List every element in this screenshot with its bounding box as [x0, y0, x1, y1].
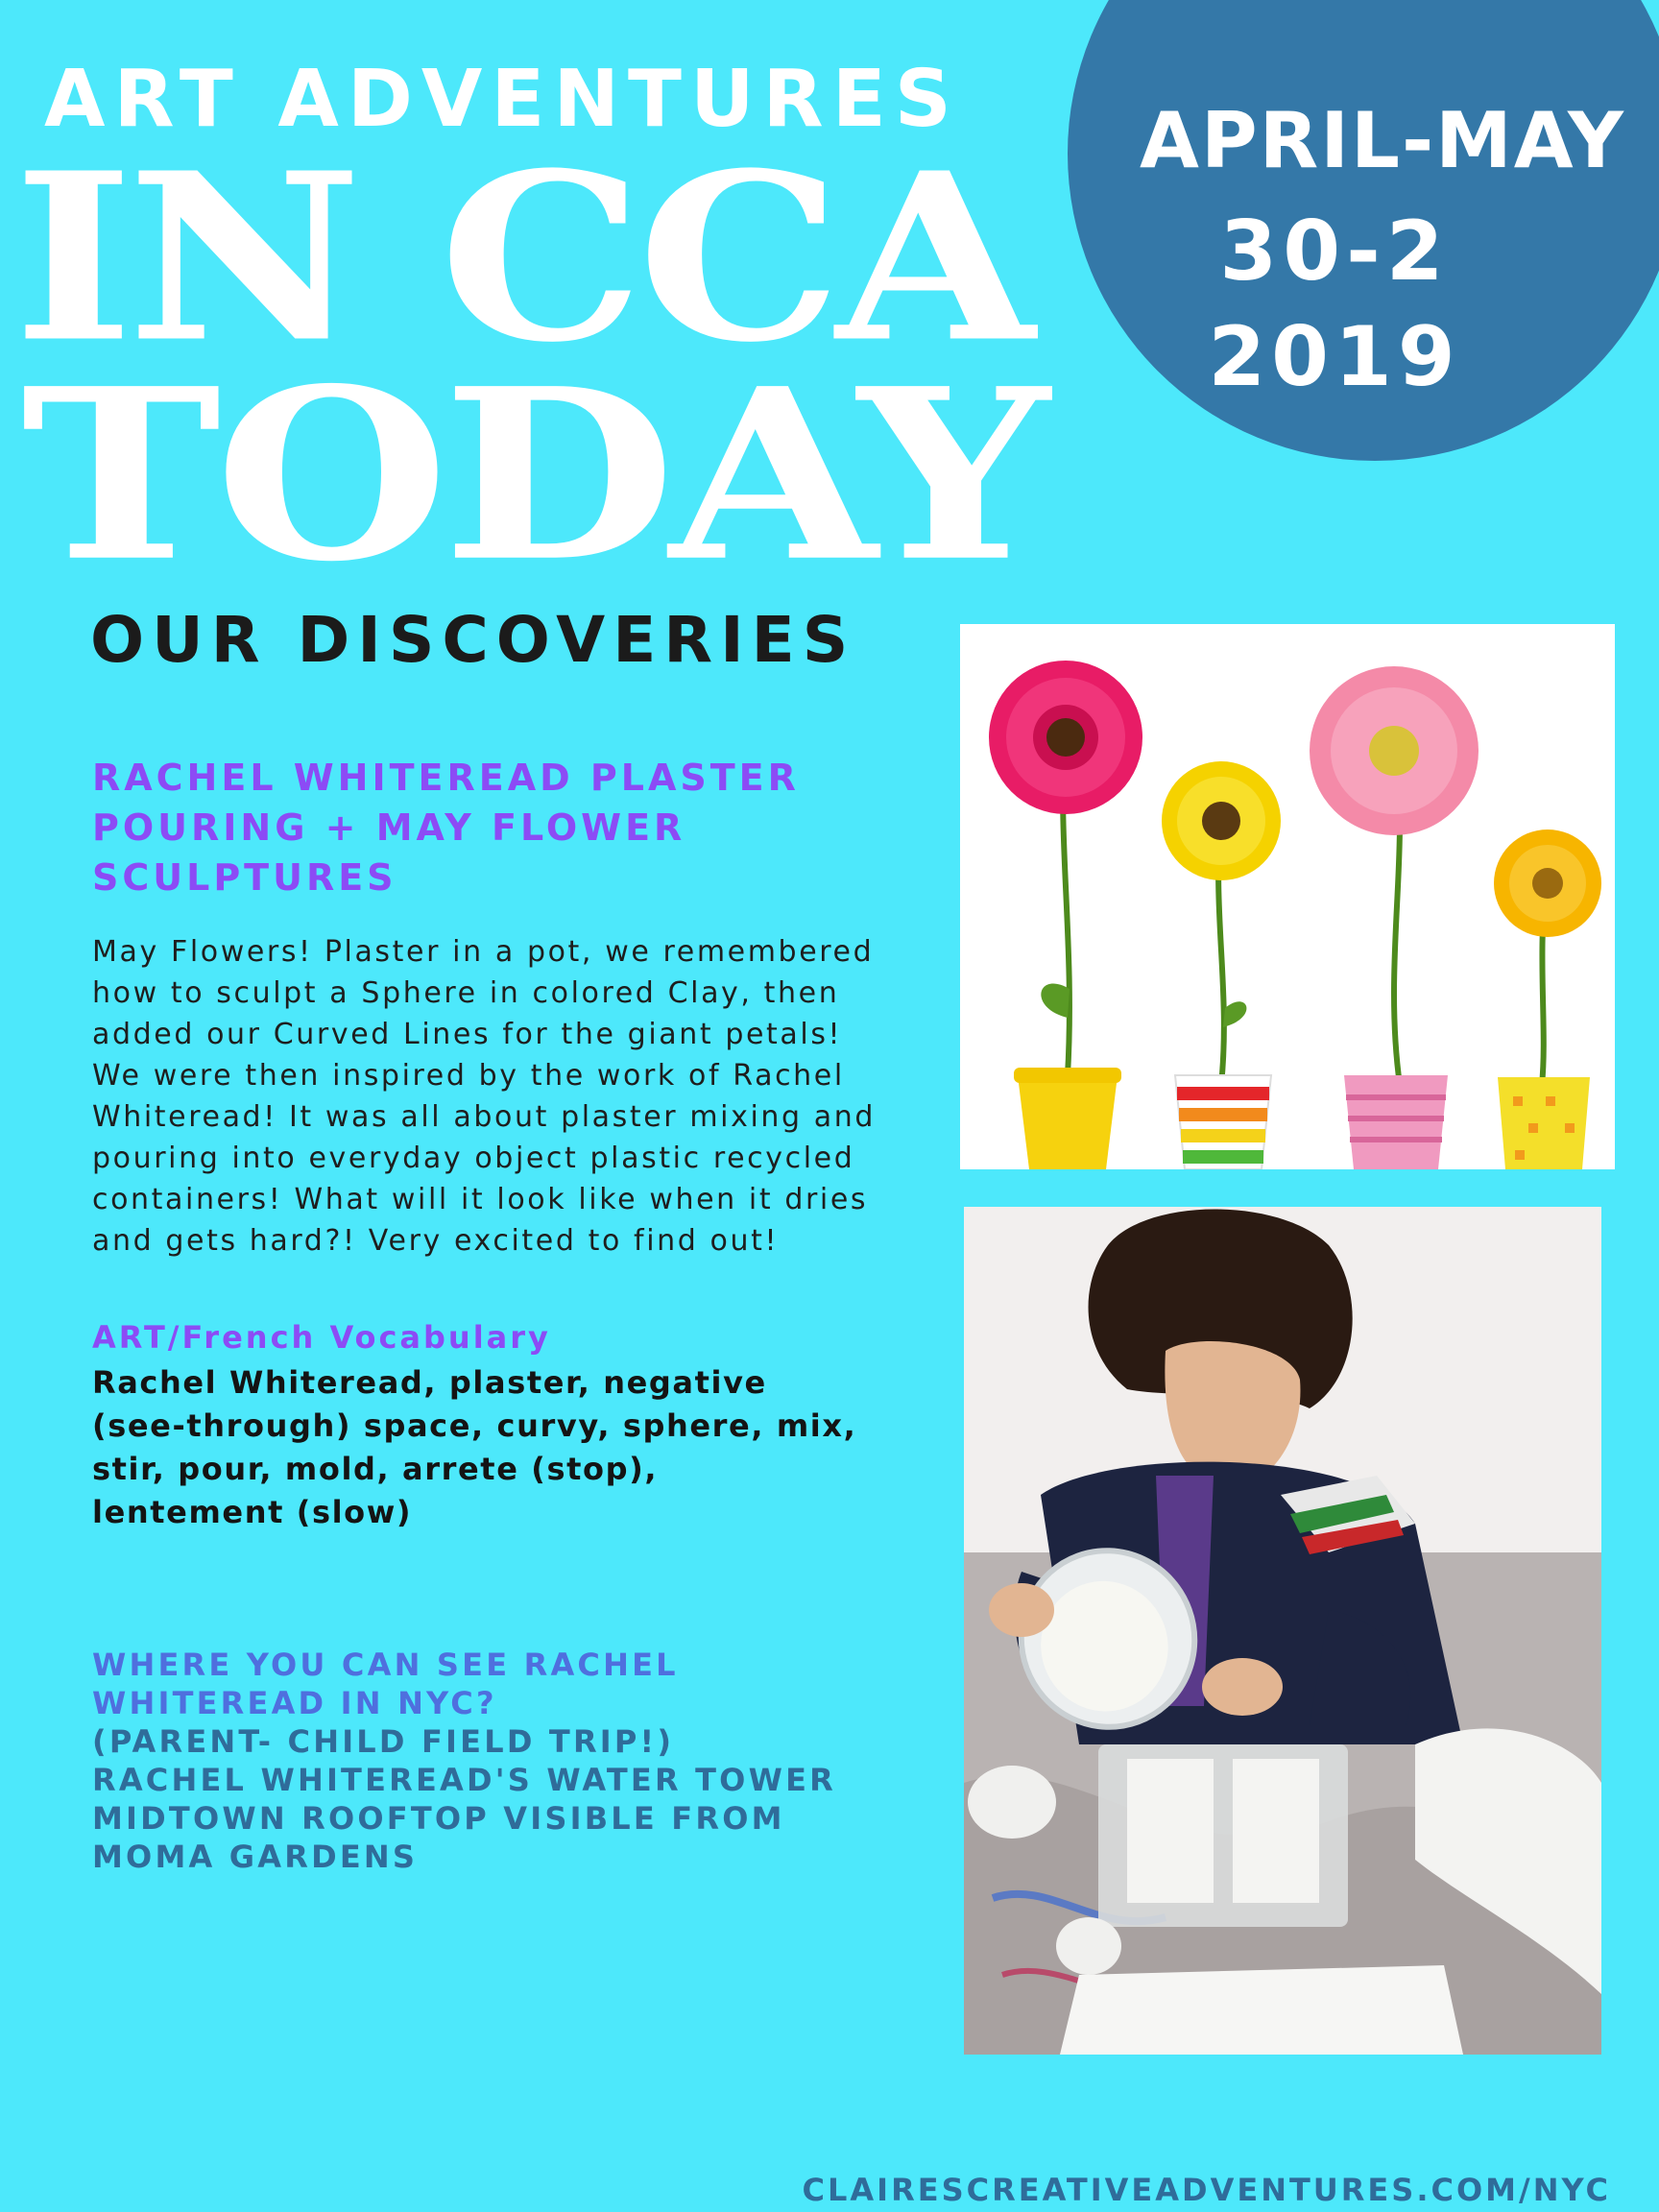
field-trip-heading — [92, 1646, 937, 1722]
description-line: containers! What will it look like when it dries — [92, 1183, 869, 1216]
masthead-title-line-1: IN CCA — [13, 121, 1029, 394]
vocabulary-heading: ART/French Vocabulary — [92, 1319, 551, 1356]
field-trip-detail-line: MOMA GARDENS — [92, 1839, 419, 1875]
description-line: We were then inspired by the work of Rachel — [92, 1059, 845, 1093]
masthead-kicker: ART ADVENTURES — [44, 54, 960, 145]
footer-website-url: CLAIRESCREATIVEADVENTURES.COM/NYC — [802, 2172, 1611, 2208]
description-line: May Flowers! Plaster in a pot, we remembered — [92, 935, 875, 969]
section-title: OUR DISCOVERIES — [90, 603, 856, 677]
field-trip-heading-line: WHERE YOU CAN SEE RACHEL — [92, 1647, 679, 1683]
activity-title-line: RACHEL WHITEREAD PLASTER — [92, 757, 800, 799]
vocabulary-line: stir, pour, mold, arrete (stop), — [92, 1451, 659, 1487]
field-trip-detail-line: MIDTOWN ROOFTOP VISIBLE FROM — [92, 1800, 785, 1837]
description-line: added our Curved Lines for the giant petals! — [92, 1018, 843, 1051]
badge-year: 2019 — [1208, 309, 1461, 405]
activity-title-line: POURING + MAY FLOWER — [92, 806, 686, 849]
field-trip-detail-line: (PARENT- CHILD FIELD TRIP!) — [92, 1723, 675, 1760]
field-trip-details — [92, 1722, 937, 1876]
flowers-in-pots-photo — [960, 624, 1615, 1169]
vocabulary-line: (see-through) space, curvy, sphere, mix, — [92, 1407, 857, 1444]
flowers-illustration — [960, 624, 1615, 1169]
badge-months: APRIL-MAY — [1140, 96, 1625, 185]
child-pouring-illustration — [964, 1207, 1601, 2055]
description-line: and gets hard?! Very excited to find out! — [92, 1224, 780, 1258]
activity-description — [92, 931, 937, 1262]
child-pouring-plaster-photo — [964, 1207, 1601, 2055]
description-line: pouring into everyday object plastic recycled — [92, 1142, 855, 1175]
activity-title-line: SCULPTURES — [92, 856, 397, 899]
field-trip-heading-line: WHITEREAD IN NYC? — [92, 1685, 497, 1721]
vocabulary-line: lentement (slow) — [92, 1494, 413, 1530]
field-trip-detail-line: RACHEL WHITEREAD'S WATER TOWER — [92, 1762, 836, 1798]
vocabulary-line: Rachel Whiteread, plaster, negative — [92, 1364, 767, 1401]
vocabulary-list — [92, 1361, 937, 1534]
description-line: Whiteread! It was all about plaster mixing and — [92, 1100, 877, 1134]
masthead-title-line-2: TODAY — [21, 336, 1044, 613]
description-line: how to sculpt a Sphere in colored Clay, then — [92, 976, 840, 1010]
badge-days: 30-2 — [1219, 204, 1450, 300]
activity-title — [92, 753, 937, 902]
